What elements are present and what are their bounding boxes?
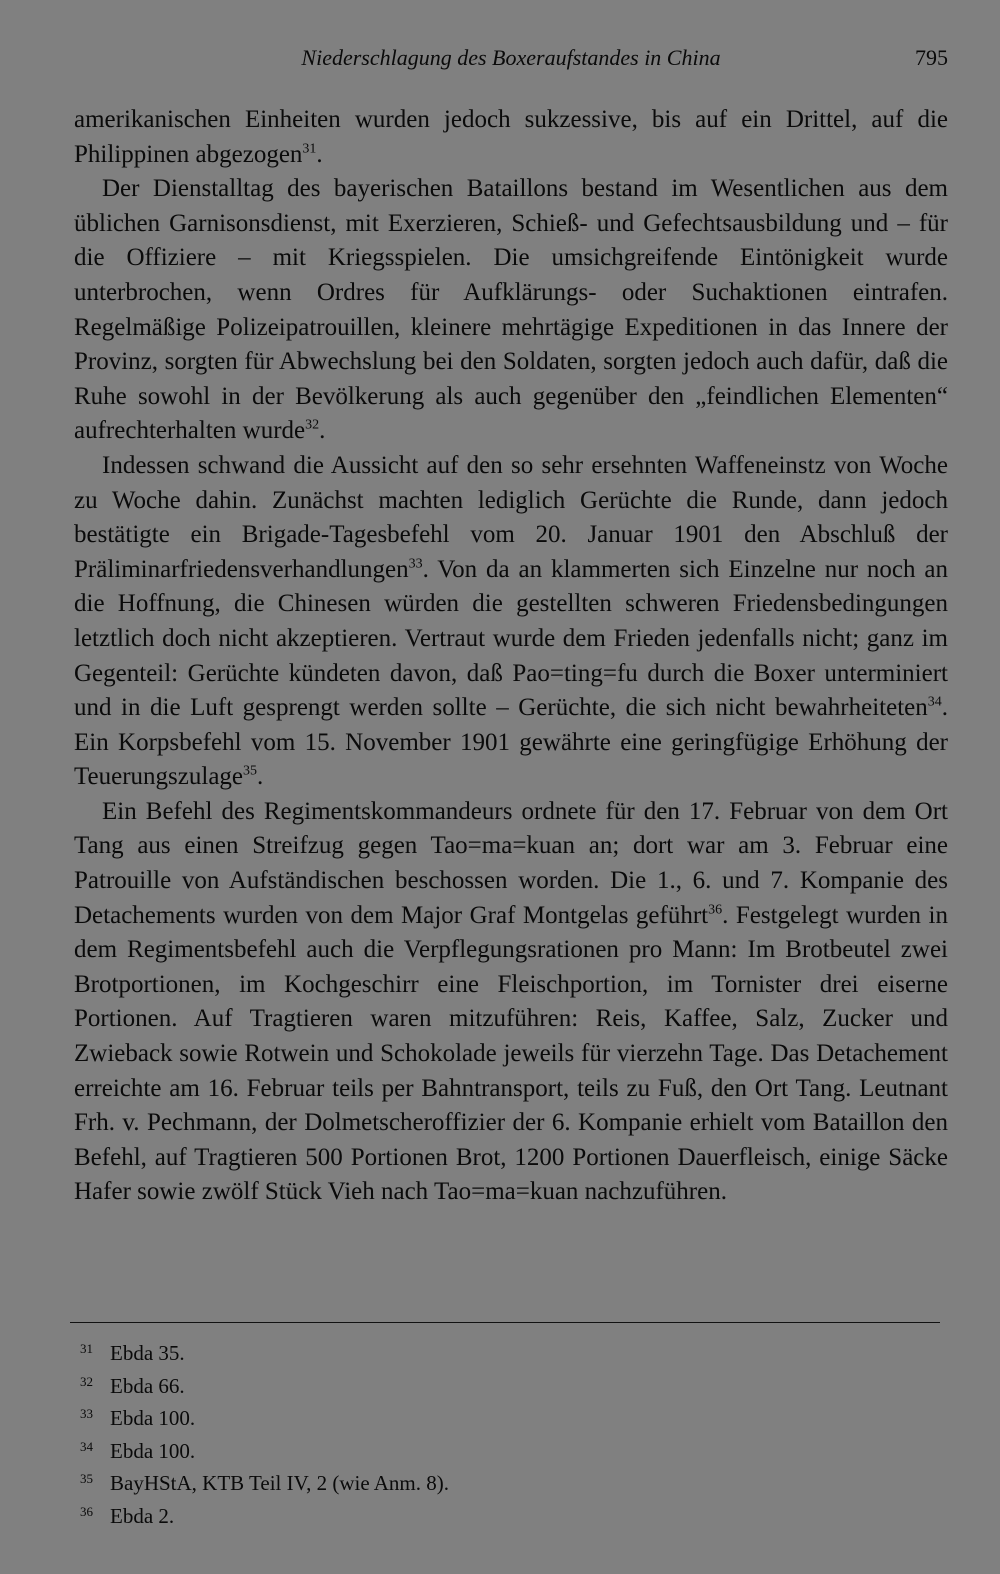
footnote-reference: 34	[927, 694, 942, 710]
footnotes	[80, 1335, 940, 1530]
footnote-number: 34	[80, 1438, 93, 1454]
paragraph	[74, 103, 948, 172]
paragraph	[74, 449, 948, 795]
footnote-number: 33	[80, 1406, 93, 1421]
text-segment: Ein Befehl des Regimentskommandeurs ordnete für den 17. Februar von dem Ort Tang aus einen Streifzug gegen Tao=ma=kuan an; dort war am 3. Februar eine Patrouille von Aufständischen beschossen worden. Die 1., 6. und 7. Kompanie des Detachements wurden von dem Major Graf Montgelas geführt	[74, 797, 948, 929]
text-segment: Der Dienstalltag des bayerischen Bataillons bestand im Wesentlichen aus dem üblichen Garnisonsdienst, mit Exerzieren, Schieß- und Gefechtsausbildung und – für die Offiziere – mit Kriegsspielen. Die umsichgreifende Eintönigkeit wurde unterbrochen, wenn Ordres für Aufklärungs- oder Suchaktionen eintrafen. Regelmäßige Polizeipatrouillen, kleinere mehrtägige Expeditionen in das Innere der Provinz, sorgten für Abwechslung bei den Soldaten, sorgten jedoch auch dafür, daß die Ruhe sowohl in der Bevölkerung als auch gegenüber den „feindlichen Elementen“ aufrechterhalten wurde	[74, 175, 948, 445]
footnote	[80, 1498, 940, 1531]
footnote-text: Ebda 2.	[110, 1503, 175, 1528]
paragraph	[74, 795, 948, 1210]
page-number: 795	[915, 45, 948, 70]
footnote-text: Ebda 100.	[110, 1406, 196, 1430]
footnote-number: 31	[80, 1341, 93, 1356]
running-header	[74, 40, 948, 76]
footnote-text: Ebda 35.	[110, 1341, 185, 1365]
footnote-text: Ebda 66.	[110, 1373, 185, 1398]
text-segment: .	[257, 763, 264, 791]
footnote-number: 35	[80, 1471, 93, 1486]
footnote	[80, 1400, 940, 1433]
footnote-text: BayHStA, KTB Teil IV, 2 (wie Anm. 8).	[110, 1471, 449, 1495]
footnote-number: 32	[80, 1373, 93, 1389]
footnote-number: 36	[80, 1503, 93, 1519]
main-text	[74, 103, 948, 1210]
text-segment: amerikanischen Einheiten wurden jedoch sukzessive, bis auf ein Drittel, auf die Philippinen abgezogen	[74, 106, 948, 168]
paragraph	[74, 172, 948, 449]
footnote-reference: 36	[708, 902, 723, 918]
text-segment: . Festgelegt wurden in dem Regimentsbefehl auch die Verpflegungsrationen pro Mann: Im Brotbeutel zwei Brotportionen, im Kochgeschirr eine Fleischportion, im Tornister drei eiserne Portionen. Auf Tragtieren waren mitzuführen: Reis, Kaffee, Salz, Zucker und Zwieback sowie Rotwein und Schokolade jeweils für vierzehn Tage. Das Detachement erreichte am 16. Februar teils per Bahntransport, teils zu Fuß, den Ort Tang. Leutnant Frh. v. Pechmann, der Dolmetscheroffizier der 6. Kompanie erhielt vom Bataillon den Befehl, auf Tragtieren 500 Portionen Brot, 1200 Portionen Dauerfleisch, einige Säcke Hafer sowie zwölf Stück Vieh nach Tao=ma=kuan nachzuführen.	[74, 901, 948, 1206]
footnote-reference: 33	[408, 556, 423, 572]
text-segment: .	[319, 417, 326, 445]
footnote-reference: 35	[243, 763, 258, 779]
footnote-text: Ebda 100.	[110, 1438, 196, 1463]
text-segment: . Ein Korpsbefehl vom 15. November 1901 gewährte eine geringfügige Erhöhung der Teuerungszulage	[74, 694, 948, 791]
footnote	[80, 1368, 940, 1401]
footnote	[80, 1433, 940, 1466]
text-segment: .	[316, 140, 323, 168]
footnote	[80, 1465, 940, 1498]
footnote-reference: 31	[302, 141, 317, 157]
text-segment: . Von da an klammerten sich Einzelne nur noch an die Hoffnung, die Chinesen würden die gestellten schweren Friedensbedingungen letztlich doch nicht akzeptieren. Vertraut wurde dem Frieden jedenfalls nicht; ganz im Gegenteil: Gerüchte kündeten davon, daß Pao=ting=fu durch die Boxer unterminiert und in die Luft gesprengt werden sollte – Gerüchte, die sich nicht bewahrheiteten	[74, 555, 948, 722]
footnote	[80, 1335, 940, 1368]
running-title: Niederschlagung des Boxeraufstandes in China	[301, 45, 721, 70]
footnote-separator	[70, 1322, 940, 1323]
text-segment: Indessen schwand die Aussicht auf den so sehr ersehnten Waffeneinstz von Woche zu Woche dahin. Zunächst machten lediglich Gerüchte die Runde, dann jedoch bestätigte ein Brigade-Tagesbefehl vom 20. Januar 1901 den Abschluß der Präliminarfriedensverhandlungen	[74, 451, 948, 583]
footnote-reference: 32	[305, 418, 320, 434]
